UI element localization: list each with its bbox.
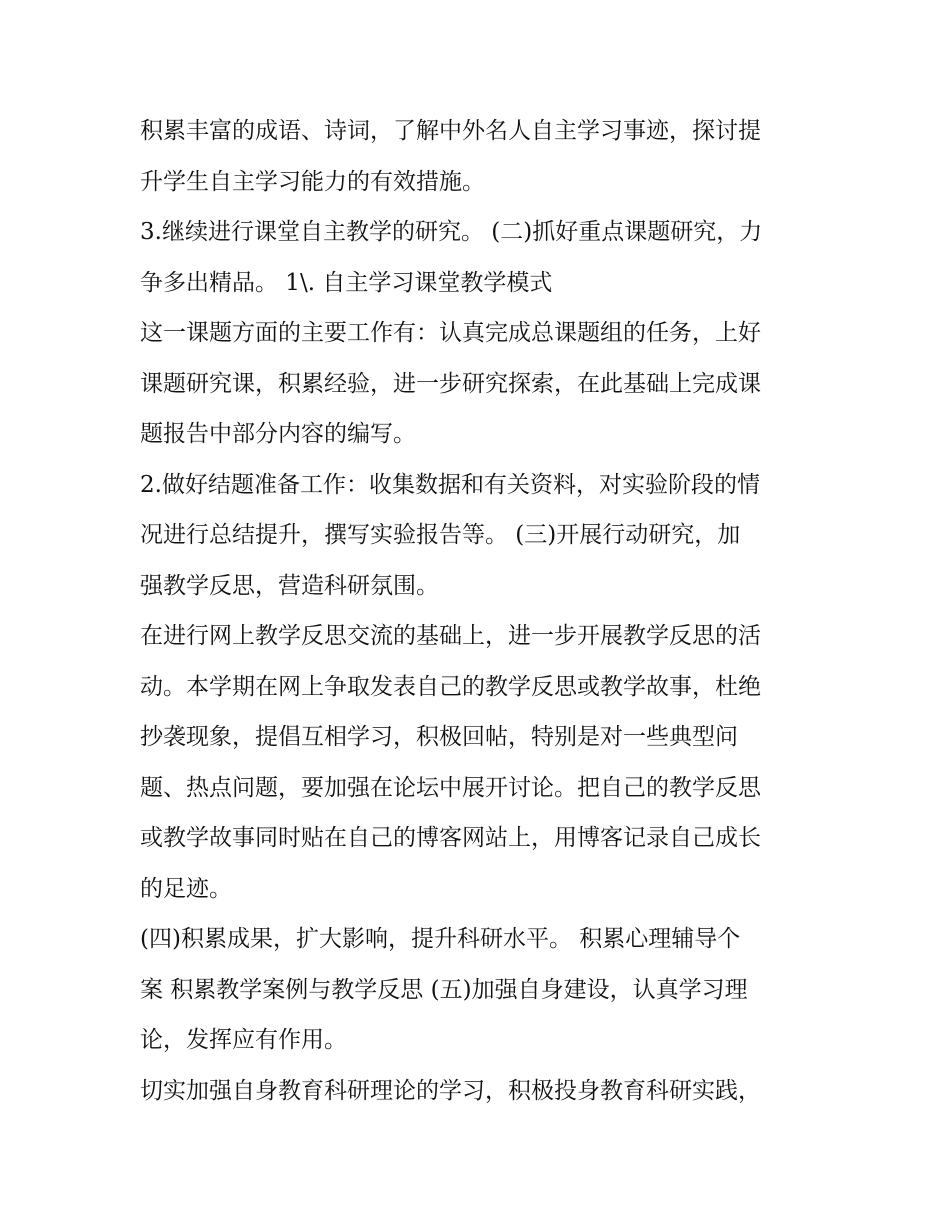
text-line: 课题研究课，积累经验，进一步研究探索，在此基础上完成课 [140, 370, 761, 397]
text-line: 3.继续进行课堂自主教学的研究。 (二)抓好重点课题研究，力 [140, 219, 763, 245]
text-line: (四)积累成果，扩大影响，提升科研水平。 积累心理辅导个 [140, 926, 741, 952]
text-line: 或教学故事同时贴在自己的博客网站上，用博客记录自己成长 [140, 825, 761, 851]
text-line: 2.做好结题准备工作：收集数据和有关资料，对实验阶段的情 [140, 471, 760, 498]
text-line: 强教学反思，营造科研氛围。 [140, 572, 439, 599]
text-line: 积累丰富的成语、诗词，了解中外名人自主学习事迹，探讨提 [140, 118, 761, 144]
text-line: 动。本学期在网上争取发表自己的教学反思或教学故事，杜绝 [140, 673, 761, 700]
text-line: 争多出精品。 1\. 自主学习课堂教学模式 [140, 269, 553, 296]
text-line: 在进行网上教学反思交流的基础上，进一步开展教学反思的活 [140, 623, 761, 649]
body-text [140, 106, 820, 1116]
text-line: 论，发挥应有作用。 [140, 1027, 347, 1053]
text-line: 切实加强自身教育科研理论的学习，积极投身教育科研实践， [140, 1077, 761, 1104]
text-line: 的足迹。 [140, 875, 232, 902]
text-line: 这一课题方面的主要工作有：认真完成总课题组的任务，上好 [140, 320, 761, 346]
text-line: 升学生自主学习能力的有效措施。 [140, 168, 485, 195]
text-line: 题报告中部分内容的编写。 [140, 421, 416, 447]
text-line: 题、热点问题，要加强在论坛中展开讨论。把自己的教学反思 [140, 774, 761, 801]
text-line: 抄袭现象，提倡互相学习，积极回帖，特别是对一些典型问 [140, 724, 738, 750]
text-line: 况进行总结提升，撰写实验报告等。 (三)开展行动研究，加 [140, 522, 741, 548]
text-line: 案 积累教学案例与教学反思 (五)加强自身建设，认真学习理 [140, 976, 748, 1003]
